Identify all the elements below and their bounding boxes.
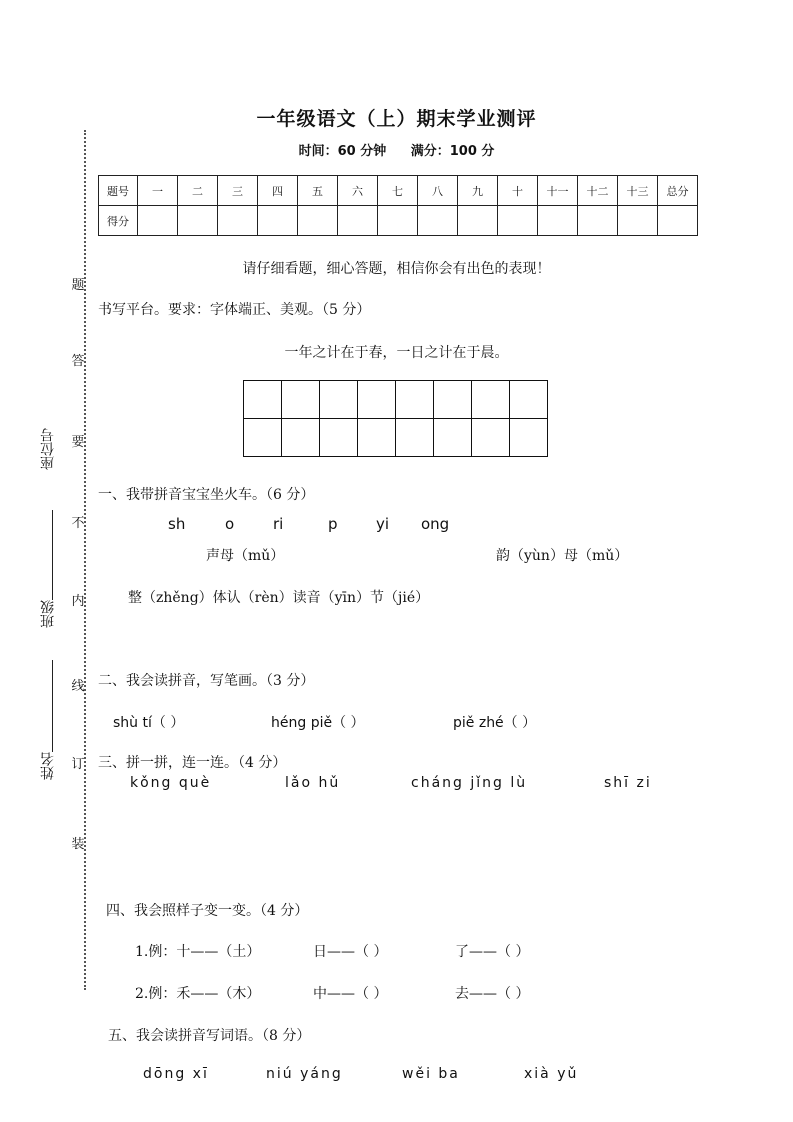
pinyin-letter: p bbox=[328, 515, 338, 533]
match-item[interactable]: lǎo hǔ bbox=[285, 775, 341, 791]
exam-info bbox=[0, 140, 793, 159]
score-input-cell[interactable] bbox=[498, 206, 538, 236]
word-pinyin: niú yáng bbox=[266, 1066, 343, 1082]
stroke-item[interactable]: héng piě（ ） bbox=[271, 715, 365, 731]
score-table-header-row bbox=[99, 176, 698, 206]
name-label: 姓名 bbox=[40, 752, 56, 780]
grid-cell[interactable] bbox=[472, 381, 510, 419]
transform-item[interactable]: 了——（ ） bbox=[455, 944, 530, 960]
binding-char: 线 bbox=[71, 679, 85, 694]
binding-char: 要 bbox=[71, 435, 85, 450]
score-cell: 总分 bbox=[658, 176, 698, 206]
score-cell: 九 bbox=[458, 176, 498, 206]
score-input-cell[interactable] bbox=[178, 206, 218, 236]
grid-cell[interactable] bbox=[434, 419, 472, 457]
seat-number-label: 座位号 bbox=[40, 428, 56, 470]
grid-cell[interactable] bbox=[358, 419, 396, 457]
question-4-title: 四、我会照样子变一变。（4 分） bbox=[106, 903, 309, 919]
initials-label: 声母（mǔ） bbox=[206, 548, 285, 564]
exam-full-score: 满分：100 分 bbox=[410, 144, 495, 159]
example-item: 1.例：十——（土） bbox=[135, 944, 261, 960]
whole-syllable-label: 整（zhěng）体认（rèn）读音（yīn）节（jié） bbox=[128, 590, 430, 606]
score-row-label: 得分 bbox=[99, 206, 138, 236]
grid-cell[interactable] bbox=[358, 381, 396, 419]
grid-cell[interactable] bbox=[396, 419, 434, 457]
score-cell: 十一 bbox=[538, 176, 578, 206]
pinyin-letter: ong bbox=[421, 515, 450, 533]
score-input-cell[interactable] bbox=[338, 206, 378, 236]
binding-char: 装 bbox=[71, 837, 85, 852]
word-pinyin: dōng xī bbox=[143, 1066, 209, 1082]
score-cell: 十二 bbox=[578, 176, 618, 206]
score-input-cell[interactable] bbox=[458, 206, 498, 236]
grid-cell[interactable] bbox=[244, 381, 282, 419]
score-cell: 十 bbox=[498, 176, 538, 206]
score-cell: 六 bbox=[338, 176, 378, 206]
score-cell: 四 bbox=[258, 176, 298, 206]
question-3-title: 三、拼一拼，连一连。（4 分） bbox=[98, 755, 287, 771]
grid-cell[interactable] bbox=[510, 381, 548, 419]
score-table bbox=[98, 175, 698, 236]
writing-grid[interactable] bbox=[243, 380, 548, 457]
intro-text: 请仔细看题，细心答题，相信你会有出色的表现！ bbox=[242, 261, 551, 277]
score-input-cell[interactable] bbox=[218, 206, 258, 236]
score-cell: 二 bbox=[178, 176, 218, 206]
word-pinyin: xià yǔ bbox=[524, 1066, 579, 1082]
score-input-cell[interactable] bbox=[378, 206, 418, 236]
exam-time: 时间：60 分钟 bbox=[298, 144, 387, 159]
binding-char: 内 bbox=[71, 594, 85, 609]
score-input-cell[interactable] bbox=[138, 206, 178, 236]
score-cell: 题号 bbox=[99, 176, 138, 206]
score-input-cell[interactable] bbox=[618, 206, 658, 236]
writing-sentence: 一年之计在于春，一日之计在于晨。 bbox=[284, 345, 509, 361]
grid-cell[interactable] bbox=[510, 419, 548, 457]
grid-row bbox=[244, 419, 548, 457]
score-input-cell[interactable] bbox=[578, 206, 618, 236]
writing-instruction: 书写平台。要求：字体端正、美观。（5 分） bbox=[98, 302, 371, 318]
question-5-title: 五、我会读拼音写词语。（8 分） bbox=[108, 1028, 311, 1044]
score-input-cell[interactable] bbox=[658, 206, 698, 236]
grid-cell[interactable] bbox=[472, 419, 510, 457]
score-cell: 八 bbox=[418, 176, 458, 206]
question-2-title: 二、我会读拼音，写笔画。（3 分） bbox=[98, 673, 315, 689]
class-blank[interactable] bbox=[52, 510, 54, 600]
score-cell: 五 bbox=[298, 176, 338, 206]
grid-cell[interactable] bbox=[320, 381, 358, 419]
binding-char: 订 bbox=[71, 757, 85, 772]
example-item: 2.例：禾——（木） bbox=[135, 986, 261, 1002]
match-item[interactable]: cháng jǐng lù bbox=[411, 775, 528, 791]
pinyin-letter: sh bbox=[168, 515, 186, 533]
transform-item[interactable]: 去——（ ） bbox=[455, 986, 530, 1002]
finals-label: 韵（yùn）母（mǔ） bbox=[496, 548, 629, 564]
score-cell: 三 bbox=[218, 176, 258, 206]
class-label: 班级 bbox=[40, 600, 56, 628]
pinyin-letter: yi bbox=[376, 515, 390, 533]
question-1-title: 一、我带拼音宝宝坐火车。（6 分） bbox=[98, 487, 315, 503]
score-cell: 七 bbox=[378, 176, 418, 206]
binding-char: 答 bbox=[71, 354, 85, 369]
grid-cell[interactable] bbox=[282, 419, 320, 457]
grid-cell[interactable] bbox=[282, 381, 320, 419]
stroke-item[interactable]: piě zhé（ ） bbox=[453, 715, 537, 731]
pinyin-letter: ri bbox=[273, 515, 284, 533]
name-blank[interactable] bbox=[52, 660, 54, 752]
score-input-cell[interactable] bbox=[418, 206, 458, 236]
transform-item[interactable]: 中——（ ） bbox=[313, 986, 388, 1002]
stroke-item[interactable]: shù tí（ ） bbox=[113, 715, 185, 731]
score-cell: 十三 bbox=[618, 176, 658, 206]
grid-cell[interactable] bbox=[434, 381, 472, 419]
match-item[interactable]: kǒng què bbox=[130, 775, 212, 791]
match-item[interactable]: shī zi bbox=[604, 775, 652, 791]
grid-cell[interactable] bbox=[244, 419, 282, 457]
page-title: 一年级语文（上）期末学业测评 bbox=[256, 108, 537, 130]
pinyin-letter: o bbox=[225, 515, 235, 533]
grid-cell[interactable] bbox=[396, 381, 434, 419]
score-table-score-row bbox=[99, 206, 698, 236]
score-input-cell[interactable] bbox=[538, 206, 578, 236]
transform-item[interactable]: 日——（ ） bbox=[313, 944, 388, 960]
score-input-cell[interactable] bbox=[298, 206, 338, 236]
grid-row bbox=[244, 381, 548, 419]
grid-cell[interactable] bbox=[320, 419, 358, 457]
binding-char: 不 bbox=[71, 516, 85, 531]
word-pinyin: wěi ba bbox=[402, 1066, 460, 1082]
binding-char: 题 bbox=[71, 278, 85, 293]
score-input-cell[interactable] bbox=[258, 206, 298, 236]
score-cell: 一 bbox=[138, 176, 178, 206]
